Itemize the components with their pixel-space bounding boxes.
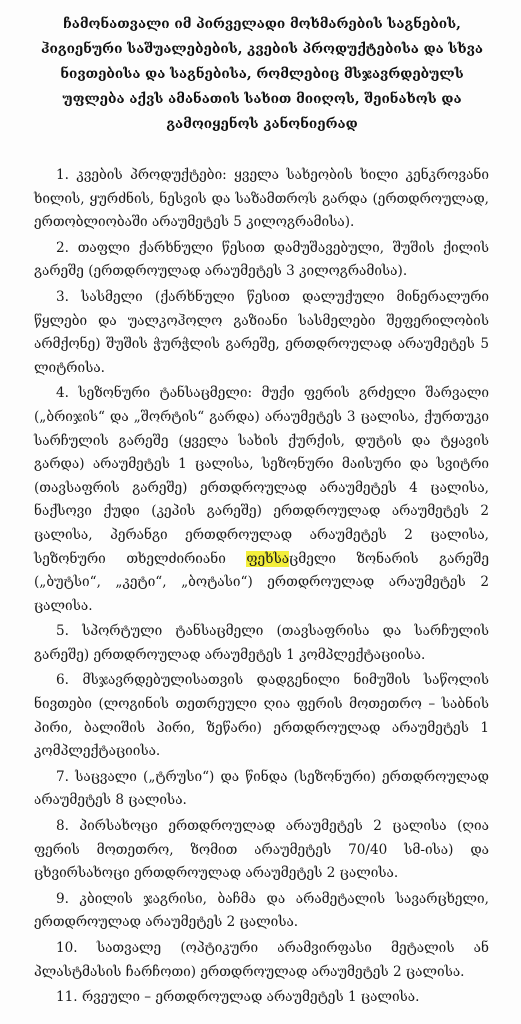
item-text-before-highlight: 4. სეზონური ტანსაცმელი: მუქი ფერის გრძელი შარვალი („ბრიჯის“ და „შორტის“ გარდა) არაუმეტეს 3 ცალისა, ქურთუკი სარჩულის გარეშე (ყველა სახის ქურქის, დუტის და ტყავის გარდა) არაუმეტეს 1 ცალისა, სეზონური მაისური და სვიტრი (თავსაფრის გარეშე) ერთდროულად არაუმეტეს 4 ცალისა, ნაქსოვი ქუდი (კეპის გარეშე) ერთდროულად არაუმეტეს 2 ცალისა, პერანგი ერთდროულად არაუმეტეს 2 ცალისა, სეზონური თხელძირიანი (34, 385, 489, 567)
list-item: 8. პირსახოცი ერთდროულად არაუმეტეს 2 ცალისა (ღია ფერის მოთეთრო, ზომით არაუმეტეს 70/40 სმ-ისა) და ცხვირსახოცი ერთდროულად არაუმეტეს 2 ცალისა. (34, 818, 489, 882)
list-item: 3. სასმელი (ქარხნული წესით დალუქული მინერალური წყლები და უალკოჰოლო გაზიანი სასმელები შეფერილობის არმქონე) შუშის ჭურჭლის გარეშე, ერთდროულად არაუმეტეს 5 ლიტრისა. (34, 288, 489, 376)
highlighted-text: ფეხსა (246, 550, 290, 567)
list-item (34, 382, 489, 618)
list-item: 6. მსჯავრდებულისათვის დადგენილი ნიმუშის საწოლის ნივთები (ლოგინის თეთრეული ღია ფერის მოთეთრო – საბნის პირი, ბალიშის პირი, ზეწარი) ერთდროულად არაუმეტეს 1 კომპლექტაციისა. (34, 672, 489, 760)
list-item: 9. კბილის ჯაგრისი, ბაჩმა და არამეტალის სავარცხელი, ერთდროულად არაუმეტეს 2 ცალისა. (34, 890, 489, 931)
document-title: ჩამონათვალი იმ პირველადი მოხმარების საგნების, ჰიგიენური საშუალებების, კვების პროდუქტებისა და სხვა ნივთებისა და საგნებისა, რომლებიც მსჯავრდებულს უფლება აქვს ამანათის სახით მიიღოს, შეინახოს და გამოიყენოს კანონიერად (41, 16, 483, 132)
list-item: 10. სათვალე (ოპტიკური არამვირფასი მეტალის ან პლასტმასის ჩარჩოთი) ერთდროულად არაუმეტეს 2 ცალისა. (34, 940, 489, 980)
document-item-list (34, 164, 489, 1010)
list-item: 7. საცვალი („ტრუსი“) და წინდა (სეზონური) ერთდროულად არაუმეტეს 8 ცალისა. (34, 768, 489, 809)
list-item: 1. კვების პროდუქტები: ყველა სახეობის ხილი კენკროვანი ხილის, ყურძნის, ნესვის და საზამთროს გარდა (ერთდროულად, ერთობლიობაში არაუმეტეს 5 კილოგრამისა). (34, 167, 489, 231)
list-item: 11. რვეული – ერთდროულად არაუმეტეს 1 ცალისა. (56, 989, 420, 1006)
list-item: 5. სპორტული ტანსაცმელი (თავსაფრისა და სარჩულის გარეშე) ერთდროულად არაუმეტეს 1 კომპლექტაციისა. (34, 623, 489, 663)
list-item: 2. თაფლი ქარხნული წესით დამუშავებული, შუშის ქილის გარეშე (ერთდროულად არაუმეტეს 3 კილოგრამისა). (34, 239, 489, 280)
item-text-after-highlight: ცმელი ზონარის გარეშე („ბუტსი“, „კეტი“, „ბოტასი“) ერთდროულად არაუმეტეს 2 ცალისა. (34, 550, 489, 614)
